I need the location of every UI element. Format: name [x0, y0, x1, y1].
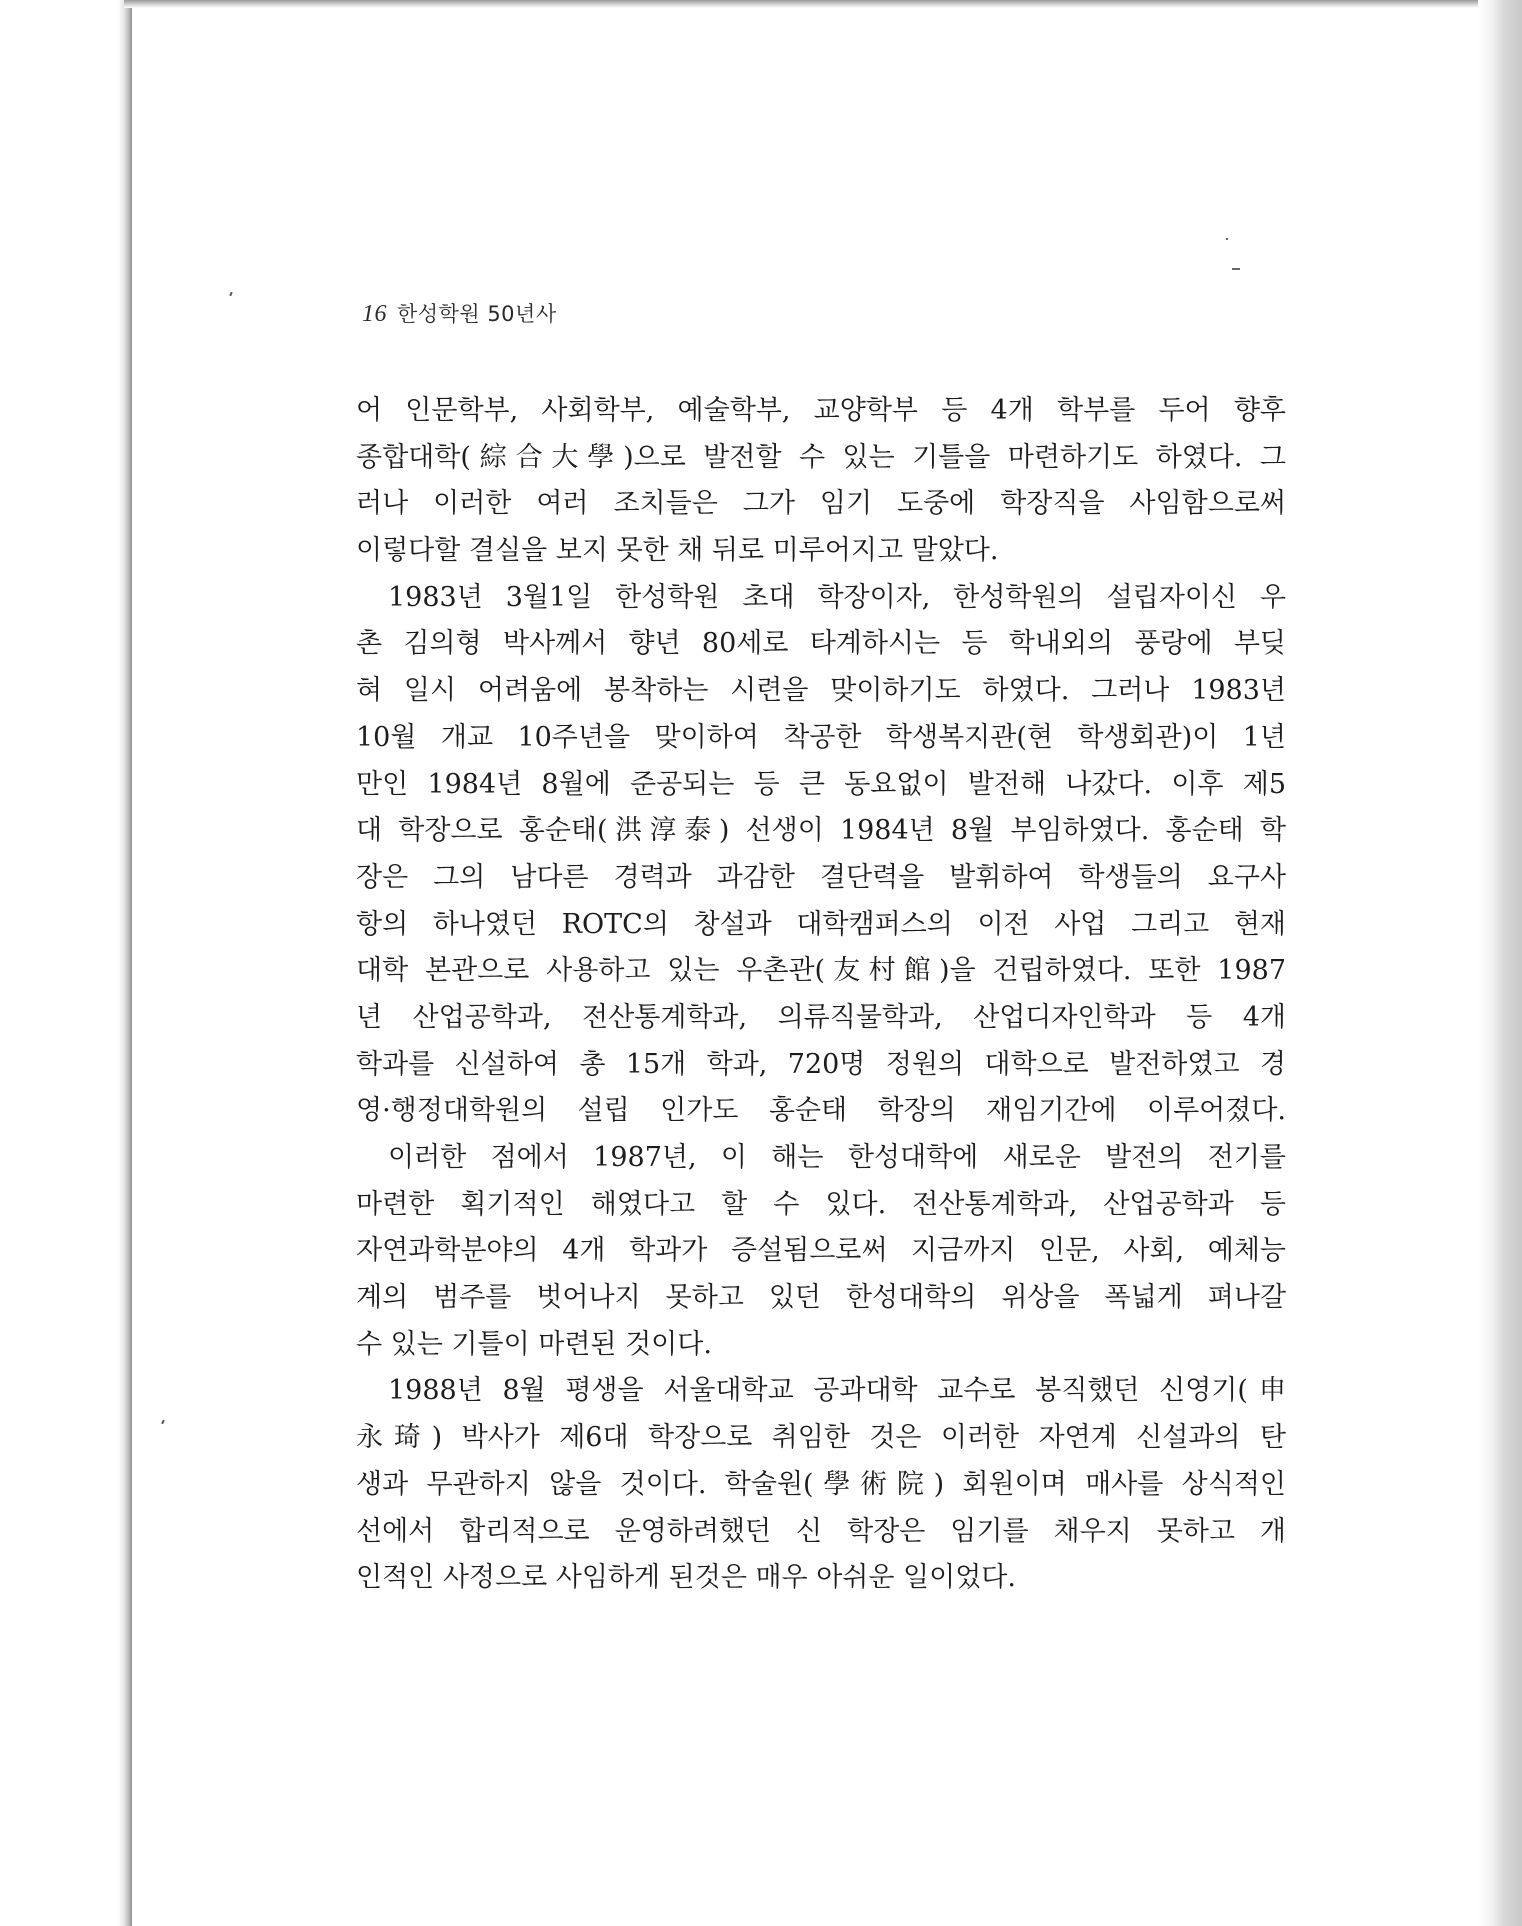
text-line: 계의 범주를 벗어나지 못하고 있던 한성대학의 위상을 폭넓게 펴나갈 [356, 1282, 1286, 1314]
text-line: 년 산업공학과, 전산통계학과, 의류직물학과, 산업디자인학과 등 4개 [356, 1001, 1286, 1033]
body-text [356, 388, 1286, 1602]
text-line: 이렇다할 결실을 보지 못한 채 뒤로 미루어지고 말았다. [356, 535, 999, 567]
text-line: 종합대학(綜合大學)으로 발전할 수 있는 기틀을 마련하기도 하였다. 그 [356, 441, 1286, 473]
text-line: 1988년 8월 평생을 서울대학교 공과대학 교수로 봉직했던 신영기(申 [388, 1375, 1286, 1407]
text-line: 10월 개교 10주년을 맞이하여 착공한 학생복지관(현 학생회관)이 1년 [356, 721, 1286, 753]
book-title: 한성학원 50년사 [397, 302, 557, 326]
text-line: 만인 1984년 8월에 준공되는 등 큰 동요없이 발전해 나갔다. 이후 제5 [356, 768, 1286, 800]
text-line: 영·행정대학원의 설립 인가도 홍순태 학장의 재임기간에 이루어졌다. [356, 1095, 1286, 1127]
text-line: 이러한 점에서 1987년, 이 해는 한성대학에 새로운 발전의 전기를 [388, 1142, 1286, 1173]
text-line: 어 인문학부, 사회학부, 예술학부, 교양학부 등 4개 학부를 두어 향후 [356, 395, 1286, 426]
scan-speck [229, 292, 233, 296]
text-line: 학과를 신설하여 총 15개 학과, 720명 정원의 대학으로 발전하였고 경 [356, 1048, 1286, 1080]
text-line: 대학 본관으로 사용하고 있는 우촌관(友村館)을 건립하였다. 또한 1987 [356, 955, 1286, 987]
text-line: 1983년 3월1일 한성학원 초대 학장이자, 한성학원의 설립자이신 우 [388, 581, 1286, 613]
text-line: 永琦) 박사가 제6대 학장으로 취임한 것은 이러한 자연계 신설과의 탄 [356, 1422, 1286, 1454]
text-line: 자연과학분야의 4개 학과가 증설됨으로써 지금까지 인문, 사회, 예체능 [356, 1235, 1286, 1267]
text-line: 항의 하나였던 ROTC의 창설과 대학캠퍼스의 이전 사업 그리고 현재 [356, 908, 1286, 940]
text-line: 대 학장으로 홍순태(洪淳泰) 선생이 1984년 8월 부임하였다. 홍순태 학 [356, 815, 1286, 847]
page-right-shadow [1478, 0, 1522, 1926]
scan-speck [161, 1420, 165, 1424]
page-left-shadow [0, 0, 132, 1926]
text-line: 혀 일시 어려움에 봉착하는 시련을 맞이하기도 하였다. 그러나 1983년 [356, 675, 1286, 707]
text-line: 인적인 사정으로 사임하게 된것은 매우 아쉬운 일이었다. [356, 1562, 1016, 1594]
page-number: 16 [362, 301, 387, 327]
text-line: 선에서 합리적으로 운영하려했던 신 학장은 임기를 채우지 못하고 개 [356, 1515, 1286, 1547]
scan-speck [1232, 268, 1240, 270]
text-line: 수 있는 기틀이 마련된 것이다. [356, 1328, 712, 1360]
scan-speck [1226, 238, 1228, 240]
text-line: 생과 무관하지 않을 것이다. 학술원(學術院) 회원이며 매사를 상식적인 [356, 1468, 1286, 1500]
page-top-shadow [124, 0, 1504, 8]
running-header [362, 298, 557, 328]
text-line: 러나 이러한 여러 조치들은 그가 임기 도중에 학장직을 사임함으로써 [356, 488, 1286, 520]
text-line: 촌 김의형 박사께서 향년 80세로 타계하시는 등 학내외의 풍랑에 부딪 [356, 628, 1286, 660]
text-line: 장은 그의 남다른 경력과 과감한 결단력을 발휘하여 학생들의 요구사 [356, 861, 1286, 893]
text-line: 마련한 획기적인 해였다고 할 수 있다. 전산통계학과, 산업공학과 등 [356, 1188, 1286, 1220]
